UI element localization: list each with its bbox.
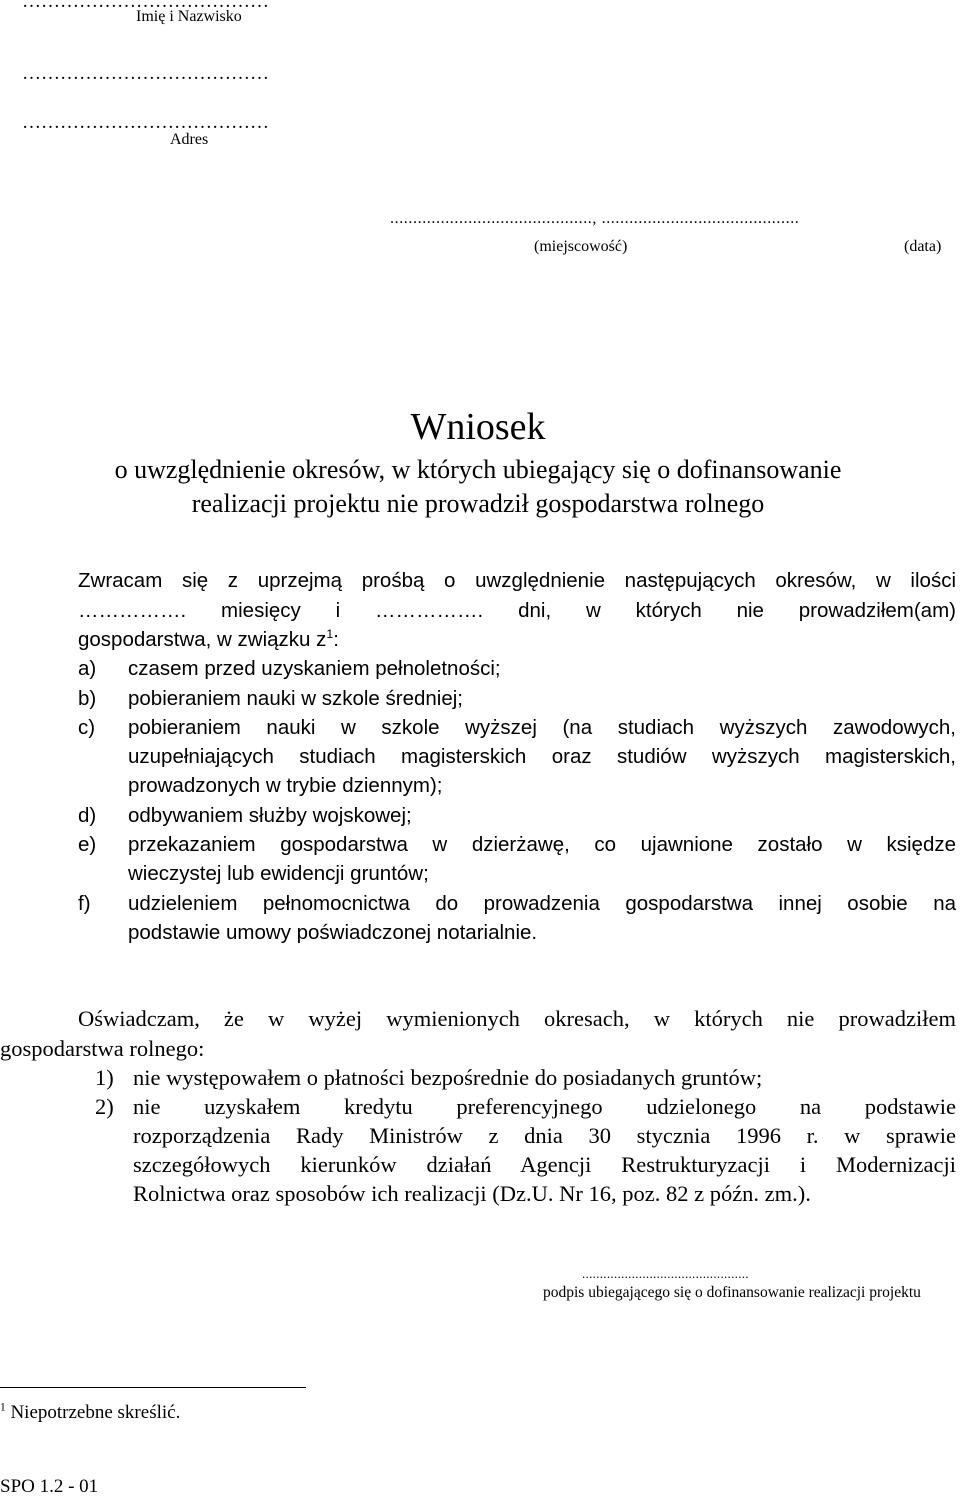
- list-item-b-text: pobieraniem nauki w szkole średniej;: [128, 687, 464, 710]
- declaration-item-marker-2: 2): [95, 1094, 114, 1119]
- list-item-d-text: odbywaniem służby wojskowej;: [128, 804, 412, 827]
- declaration-item-1-text: nie występowałem o płatności bezpośrednie do posiadanych gruntów;: [133, 1065, 763, 1090]
- list-item-a-text: czasem przed uzyskaniem pełnoletności;: [128, 657, 501, 680]
- address-dots-line-2[interactable]: …………………………………: [22, 112, 269, 133]
- declaration-item-marker-1: 1): [95, 1065, 114, 1090]
- document-title: Wniosek: [410, 406, 546, 448]
- name-label: Imię i Nazwisko: [136, 8, 242, 25]
- document-subtitle-line-1: o uwzględnienie okresów, w których ubiegający się o dofinansowanie: [114, 455, 842, 484]
- request-line-1: Zwracam się z uprzejmą prośbą o uwzględnienie następujących okresów, w ilości: [78, 569, 956, 592]
- name-dots[interactable]: …………………………………: [22, 0, 269, 12]
- date-label: (data): [904, 238, 942, 255]
- list-item-c-line-2: uzupełniających studiach magisterskich oraz studiów wyższych magisterskich,: [128, 745, 956, 768]
- list-item-marker-f: f): [78, 892, 91, 915]
- request-line-3-text: gospodarstwa, w związku z: [78, 628, 327, 651]
- declaration-line-1: Oświadczam, że w wyżej wymienionych okresach, w których nie prowadziłem: [78, 1006, 956, 1031]
- signature-dots[interactable]: ...............................................: [582, 1266, 749, 1281]
- footnote-number: 1: [0, 1401, 6, 1414]
- place-label: (miejscowość): [534, 238, 628, 255]
- list-item-f-line-1: udzieleniem pełnomocnictwa do prowadzenia gospodarstwa innej osobie na: [128, 892, 956, 915]
- address-dots-line-1[interactable]: …………………………………: [22, 63, 269, 84]
- request-line-3: [78, 628, 339, 652]
- request-line-3-colon: :: [333, 628, 339, 651]
- place-date-dots[interactable]: ............................................, ...........................................: [390, 210, 800, 227]
- request-line-2: ……………. miesięcy i ……………. dni, w których nie prowadziłem(am): [78, 599, 956, 622]
- list-item-e-line-2: wieczystej lub ewidencji gruntów;: [128, 862, 429, 885]
- list-item-marker-a: a): [78, 657, 97, 680]
- list-item-marker-e: e): [78, 833, 97, 856]
- list-item-marker-b: b): [78, 687, 97, 710]
- list-item-e-line-1: przekazaniem gospodarstwa w dzierżawę, co ujawnione zostało w księdze: [128, 833, 956, 856]
- list-item-c-line-3: prowadzonych w trybie dziennym);: [128, 774, 443, 797]
- signature-label: podpis ubiegającego się o dofinansowanie realizacji projektu: [543, 1284, 921, 1301]
- document-subtitle-line-2: realizacji projektu nie prowadził gospodarstwa rolnego: [191, 489, 765, 518]
- declaration-item-2-line-3: szczegółowych kierunków działań Agencji Restrukturyzacji i Modernizacji: [133, 1152, 956, 1177]
- footnote-ref: 1: [326, 627, 334, 642]
- list-item-c-line-1: pobieraniem nauki w szkole wyższej (na studiach wyższych zawodowych,: [128, 716, 956, 739]
- footnote: [0, 1402, 180, 1424]
- form-code: SPO 1.2 - 01: [0, 1476, 99, 1497]
- address-label: Adres: [170, 131, 209, 148]
- footnote-divider: [0, 1387, 306, 1388]
- list-item-f-line-2: podstawie umowy poświadczonej notarialnie.: [128, 921, 538, 944]
- footnote-text: Niepotrzebne skreślić.: [5, 1402, 181, 1423]
- declaration-item-2-line-2: rozporządzenia Rady Ministrów z dnia 30 stycznia 1996 r. w sprawie: [133, 1123, 956, 1148]
- declaration-item-2-line-1: nie uzyskałem kredytu preferencyjnego udzielonego na podstawie: [133, 1094, 956, 1119]
- list-item-marker-c: c): [78, 716, 96, 739]
- declaration-item-2-line-4: Rolnictwa oraz sposobów ich realizacji (Dz.U. Nr 16, poz. 82 z późn. zm.).: [133, 1181, 811, 1206]
- declaration-line-2: gospodarstwa rolnego:: [0, 1036, 205, 1061]
- list-item-marker-d: d): [78, 804, 97, 827]
